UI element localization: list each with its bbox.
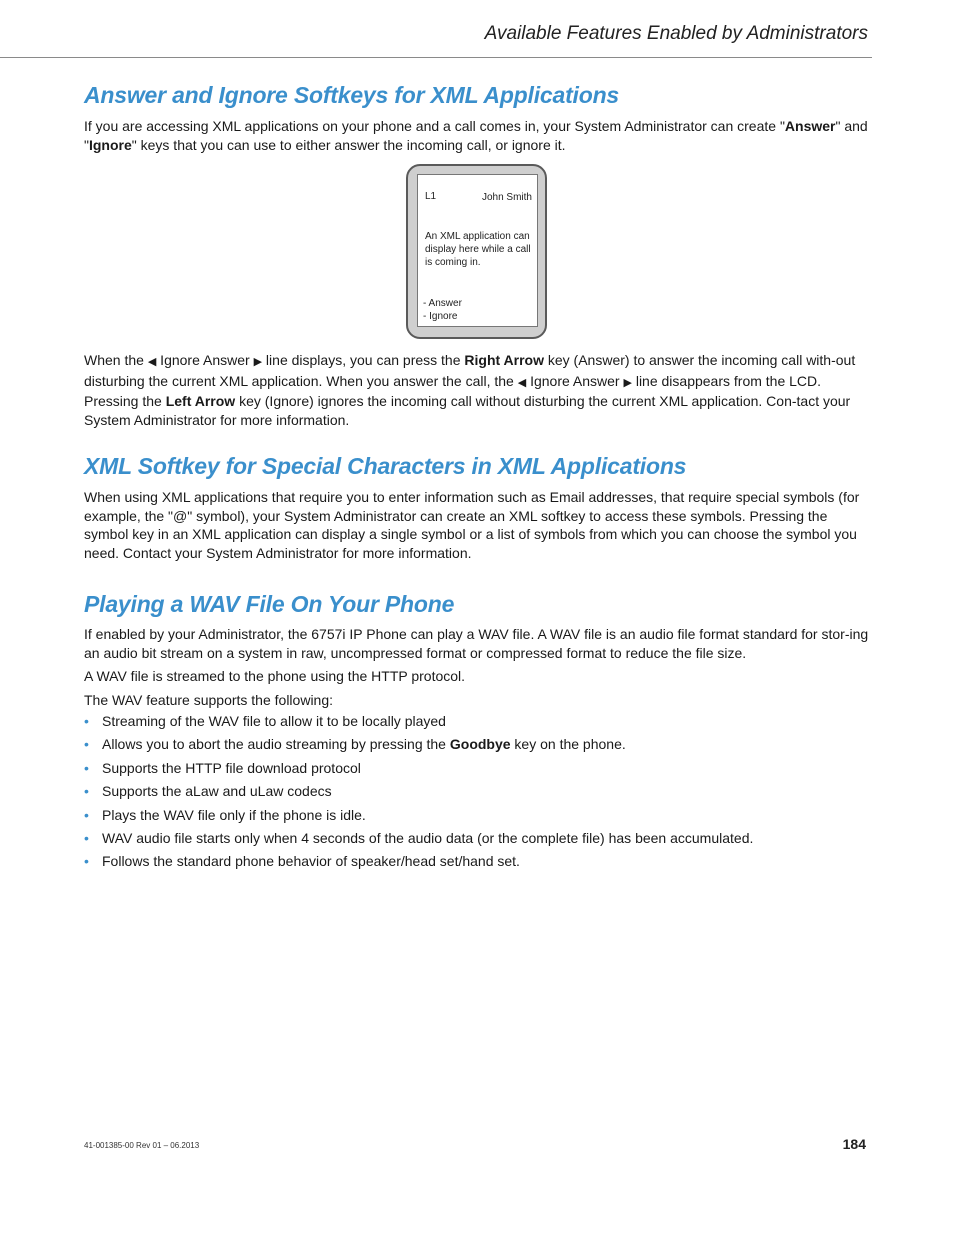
section1-intro <box>84 117 870 154</box>
section3-para3: The WAV feature supports the following: <box>84 692 334 708</box>
list-item-text: Plays the WAV file only if the phone is idle. <box>102 806 366 823</box>
bullet-icon: • <box>84 736 89 753</box>
text-run: line disappears from the LCD. Pressing the <box>84 372 822 410</box>
list-item <box>84 782 753 805</box>
text-run: " and " <box>84 118 868 153</box>
list-item-text: Follows the standard phone behavior of speaker/head set/hand set. <box>102 853 520 870</box>
list-item <box>84 829 753 852</box>
text-run: Ignore Answer <box>156 352 254 368</box>
list-item <box>84 806 753 829</box>
line-indicator: L1 <box>425 191 437 202</box>
bold-ignore: Ignore <box>88 136 132 153</box>
bold-left-arrow: Left Arrow <box>165 393 236 410</box>
section3-para1: If enabled by your Administrator, the 6757i IP Phone can play a WAV file. A WAV file is an audio file format standard for stor-ing an audio bit stream on a system in raw, uncompressed format or compressed format to reduce the file size. <box>84 626 869 661</box>
left-arrow-icon: ◀ <box>517 376 527 389</box>
list-item-text: Streaming of the WAV file to allow it to be locally played <box>102 713 446 729</box>
text-run: key (Answer) to answer the incoming call with-out disturbing the current XML application. When you answer the call, the <box>84 352 856 389</box>
phone-display-illustration <box>406 164 547 339</box>
softkey-list <box>423 297 462 323</box>
list-item-text: Supports the HTTP file download protocol <box>102 759 361 776</box>
bullet-icon: • <box>84 806 89 823</box>
right-arrow-icon: ▶ <box>253 356 263 368</box>
list-item <box>84 712 753 735</box>
bullet-icon: • <box>84 783 89 800</box>
section2-body: When using XML applications that require you to enter information such as Email addresses, that require special symbols (for example, the "@" symbol), your System Administrator can create an XML softkey to access these symbols. Pressing the symbol key in an XML application can display a single symbol or a list of symbols from which you can choose the symbol you need. Contact your System Administrator for more information. <box>84 489 860 561</box>
list-item-text: WAV audio file starts only when 4 seconds of the audio data (or the complete file) has been accumulated. <box>102 829 754 846</box>
list-item <box>84 759 753 782</box>
list-item-text: Supports the aLaw and uLaw codecs <box>102 783 332 800</box>
screen-message: An XML application can display here while a call is coming in. <box>425 231 531 268</box>
page-number: 184 <box>842 1136 866 1152</box>
text-run: Ignore Answer <box>526 372 624 389</box>
wav-feature-list <box>84 712 753 876</box>
text-run: If you are accessing XML applications on your phone and a call comes in, your System Administrator can create " <box>84 118 785 134</box>
section-title-wav-file: Playing a WAV File On Your Phone <box>84 591 455 617</box>
bullet-icon: • <box>84 713 89 729</box>
bold-goodbye: Goodbye <box>449 736 511 753</box>
list-item <box>84 735 753 758</box>
list-item <box>84 852 753 875</box>
right-arrow-icon: ▶ <box>623 376 632 389</box>
running-header: Available Features Enabled by Administrators <box>484 23 868 44</box>
softkey-answer: - Answer <box>423 298 462 309</box>
section1-para2 <box>84 351 870 429</box>
text-run: line displays, you can press the <box>262 352 465 368</box>
softkey-ignore: - Ignore <box>423 311 458 322</box>
text-run: key (Ignore) ignores the incoming call without disturbing the current XML application. Con-tact your System Administrator for more information. <box>84 393 851 428</box>
section3-para2: A WAV file is streamed to the phone using the HTTP protocol. <box>84 668 466 684</box>
left-arrow-icon: ◀ <box>147 356 157 368</box>
bullet-icon: • <box>84 853 89 870</box>
bold-right-arrow: Right Arrow <box>464 352 544 368</box>
caller-name: John Smith <box>481 192 532 203</box>
section-title-xml-softkey: XML Softkey for Special Characters in XML Applications <box>84 453 687 479</box>
bold-answer: Answer <box>784 118 836 134</box>
section-title-answer-ignore: Answer and Ignore Softkeys for XML Applications <box>84 82 620 108</box>
text-run: " keys that you can use to either answer the incoming call, or ignore it. <box>131 136 566 153</box>
bullet-icon: • <box>84 829 89 846</box>
bullet-icon: • <box>84 759 89 776</box>
text-run: Allows you to abort the audio streaming by pressing the <box>102 736 450 753</box>
phone-lcd-screen <box>417 174 538 327</box>
text-run: When the <box>84 352 148 368</box>
header-divider <box>0 57 872 58</box>
text-run: key on the phone. <box>510 736 626 753</box>
document-id: 41-001385-00 Rev 01 – 06.2013 <box>84 1141 200 1150</box>
